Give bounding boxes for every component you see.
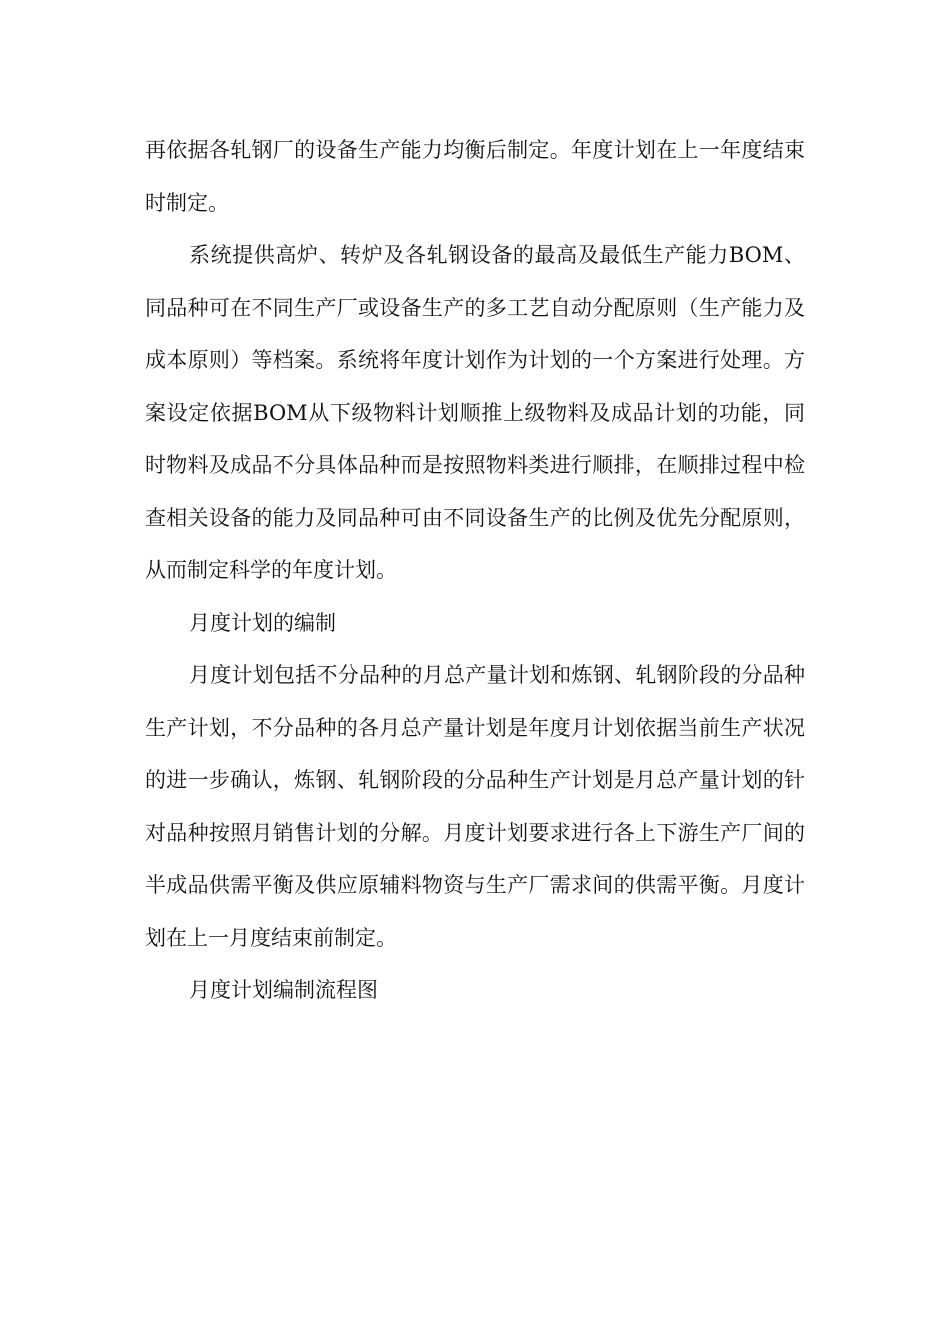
section-heading-monthly-plan: 月度计划的编制 (189, 610, 336, 635)
paragraph-system-capability: 系统提供高炉、转炉及各轧钢设备的最高及最低生产能力BOM、同品种可在不同生产厂或设备生产的多工艺自动分配原则（生产能力及成本原则）等档案。系统将年度计划作为计划的一个方案进行处理。方案设定依据BOM从下级物料计划顺推上级物料及成品计划的功能，同时物料及成品不分具体品种而是按照物料类进行顺排，在顺排过程中检查相关设备的能力及同品种可由不同设备生产的比例及优先分配原则，从而制定科学的年度计划。 (145, 243, 805, 582)
paragraph-continuation: 再依据各轧钢厂的设备生产能力均衡后制定。年度计划在上一年度结束时制定。 (145, 138, 805, 215)
paragraph-monthly-plan: 月度计划包括不分品种的月总产量计划和炼钢、轧钢阶段的分品种生产计划，不分品种的各月总产量计划是年度月计划依据当前生产状况的进一步确认，炼钢、轧钢阶段的分品种生产计划是月总产量计划的针对品种按照月销售计划的分解。月度计划要求进行各上下游生产厂间的半成品供需平衡及供应原辅料物资与生产厂需求间的供需平衡。月度计划在上一月度结束前制定。 (145, 663, 805, 950)
document-body (145, 124, 805, 1017)
figure-caption-flowchart: 月度计划编制流程图 (189, 978, 378, 1002)
